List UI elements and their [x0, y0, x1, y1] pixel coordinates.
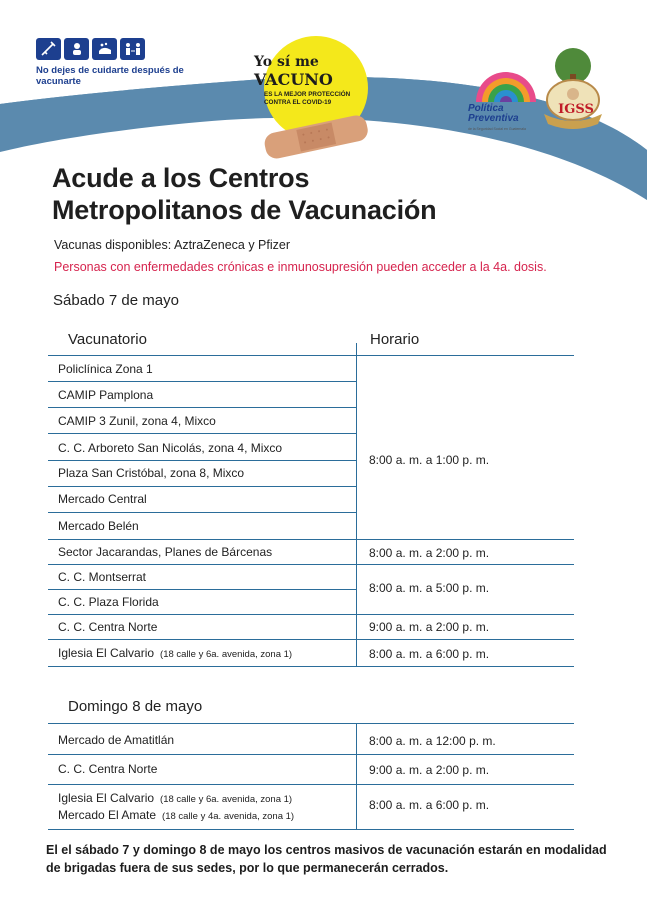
site-address: (18 calle y 6a. avenida, zona 1)	[160, 794, 293, 805]
table-row-site: Sector Jacarandas, Planes de Bárcenas	[58, 545, 273, 559]
prevention-icons	[36, 38, 186, 60]
table-row-site: C. C. Centra Norte	[58, 762, 158, 776]
title-line-1: Acude a los Centros	[52, 163, 310, 193]
table-row-site: C. C. Arboreto San Nicolás, zona 4, Mixco	[58, 441, 283, 455]
hours-cell: 8:00 a. m. a 6:00 p. m.	[369, 647, 490, 661]
table-rule	[48, 355, 574, 356]
table-rule	[48, 666, 574, 667]
table-rule	[48, 614, 574, 615]
column-divider	[356, 723, 357, 829]
table-rule	[48, 539, 574, 540]
badge-line-3: ES LA MEJOR PROTECCIÓN CONTRA EL COVID-19	[264, 91, 351, 106]
site-name: Mercado El Amate	[58, 808, 157, 822]
table-row-site: Policlínica Zona 1	[58, 362, 153, 376]
hours-cell: 8:00 a. m. a 2:00 p. m.	[369, 546, 490, 560]
column-divider	[356, 343, 357, 666]
table-rule	[48, 460, 356, 461]
closure-note: El el sábado 7 y domingo 8 de mayo los centros masivos de vacunación estarán en modalidad de brigadas fuera de sus sedes, por lo que permanecerán cerrados.	[46, 843, 607, 875]
politica-name-2: Preventiva	[468, 113, 519, 124]
table-row-site: CAMIP 3 Zunil, zona 4, Mixco	[58, 414, 216, 428]
politica-preventiva-logo	[468, 66, 542, 131]
distance-icon	[120, 38, 145, 60]
page-title	[52, 162, 436, 226]
table-rule	[48, 829, 574, 830]
table-row-site	[58, 646, 292, 660]
table-rule	[48, 784, 574, 785]
politica-name	[468, 104, 519, 124]
hours-cell: 9:00 a. m. a 2:00 p. m.	[369, 763, 490, 777]
handwash-icon	[92, 38, 117, 60]
politica-sub: de la Seguridad Social en Guatemala	[468, 127, 526, 131]
hours-cell: 8:00 a. m. a 1:00 p. m.	[369, 453, 490, 467]
hours-cell: 8:00 a. m. a 5:00 p. m.	[369, 581, 490, 595]
badge-line-2: VACUNO	[254, 70, 333, 89]
mask-icon	[64, 38, 89, 60]
politica-name-1: Política	[468, 103, 504, 114]
hours-cell: 9:00 a. m. a 2:00 p. m.	[369, 620, 490, 634]
table-row-site	[58, 808, 294, 822]
table-row-site: Mercado Central	[58, 492, 147, 506]
vaccine-badge	[254, 36, 378, 160]
site-name: Iglesia El Calvario	[58, 791, 155, 805]
table-rule	[48, 564, 574, 565]
table-row-site: Mercado de Amatitlán	[58, 733, 175, 747]
vaccines-available: Vacunas disponibles: AztraZeneca y Pfizer	[54, 238, 291, 252]
table-rule	[48, 486, 356, 487]
table-rule	[48, 407, 356, 408]
table-rule	[48, 381, 356, 382]
table-rule	[48, 754, 574, 755]
table-row-site: C. C. Montserrat	[58, 570, 147, 584]
self-care-brand	[36, 38, 186, 87]
site-address: (18 calle y 4a. avenida, zona 1)	[162, 811, 295, 822]
table-rule	[48, 433, 356, 434]
title-line-2: Metropolitanos de Vacunación	[52, 195, 437, 225]
hours-cell: 8:00 a. m. a 6:00 p. m.	[369, 798, 490, 812]
table-rule	[48, 723, 574, 724]
column-header-site: Vacunatorio	[68, 331, 147, 348]
table-row-site: C. C. Centra Norte	[58, 620, 158, 634]
hours-cell: 8:00 a. m. a 12:00 p. m.	[369, 734, 496, 748]
site-name: Iglesia El Calvario	[58, 646, 155, 660]
table-rule	[48, 589, 356, 590]
table-rule	[48, 512, 356, 513]
site-address: (18 calle y 6a. avenida, zona 1)	[160, 649, 293, 660]
badge-line-1: Yo sí me	[254, 54, 319, 70]
table-rule	[48, 639, 574, 640]
igss-name: IGSS	[558, 102, 594, 117]
brand-message: No dejes de cuidarte después de vacunarte	[36, 65, 184, 87]
umbrella-icon	[468, 66, 542, 106]
table-row-site: Plaza San Cristóbal, zona 8, Mixco	[58, 466, 245, 480]
saturday-heading: Sábado 7 de mayo	[53, 292, 179, 309]
table-row-site: CAMIP Pamplona	[58, 388, 154, 402]
sunday-heading: Domingo 8 de mayo	[68, 698, 203, 715]
column-header-hours: Horario	[370, 331, 420, 348]
igss-logo	[538, 44, 608, 134]
syringe-icon	[36, 38, 61, 60]
igss-emblem	[538, 44, 608, 134]
fourth-dose-notice: Personas con enfermedades crónicas e inmunosupresión pueden acceder a la 4a. dosis.	[54, 260, 547, 274]
table-row-site	[58, 791, 292, 805]
table-row-site: Mercado Belén	[58, 519, 139, 533]
table-row-site: C. C. Plaza Florida	[58, 595, 159, 609]
